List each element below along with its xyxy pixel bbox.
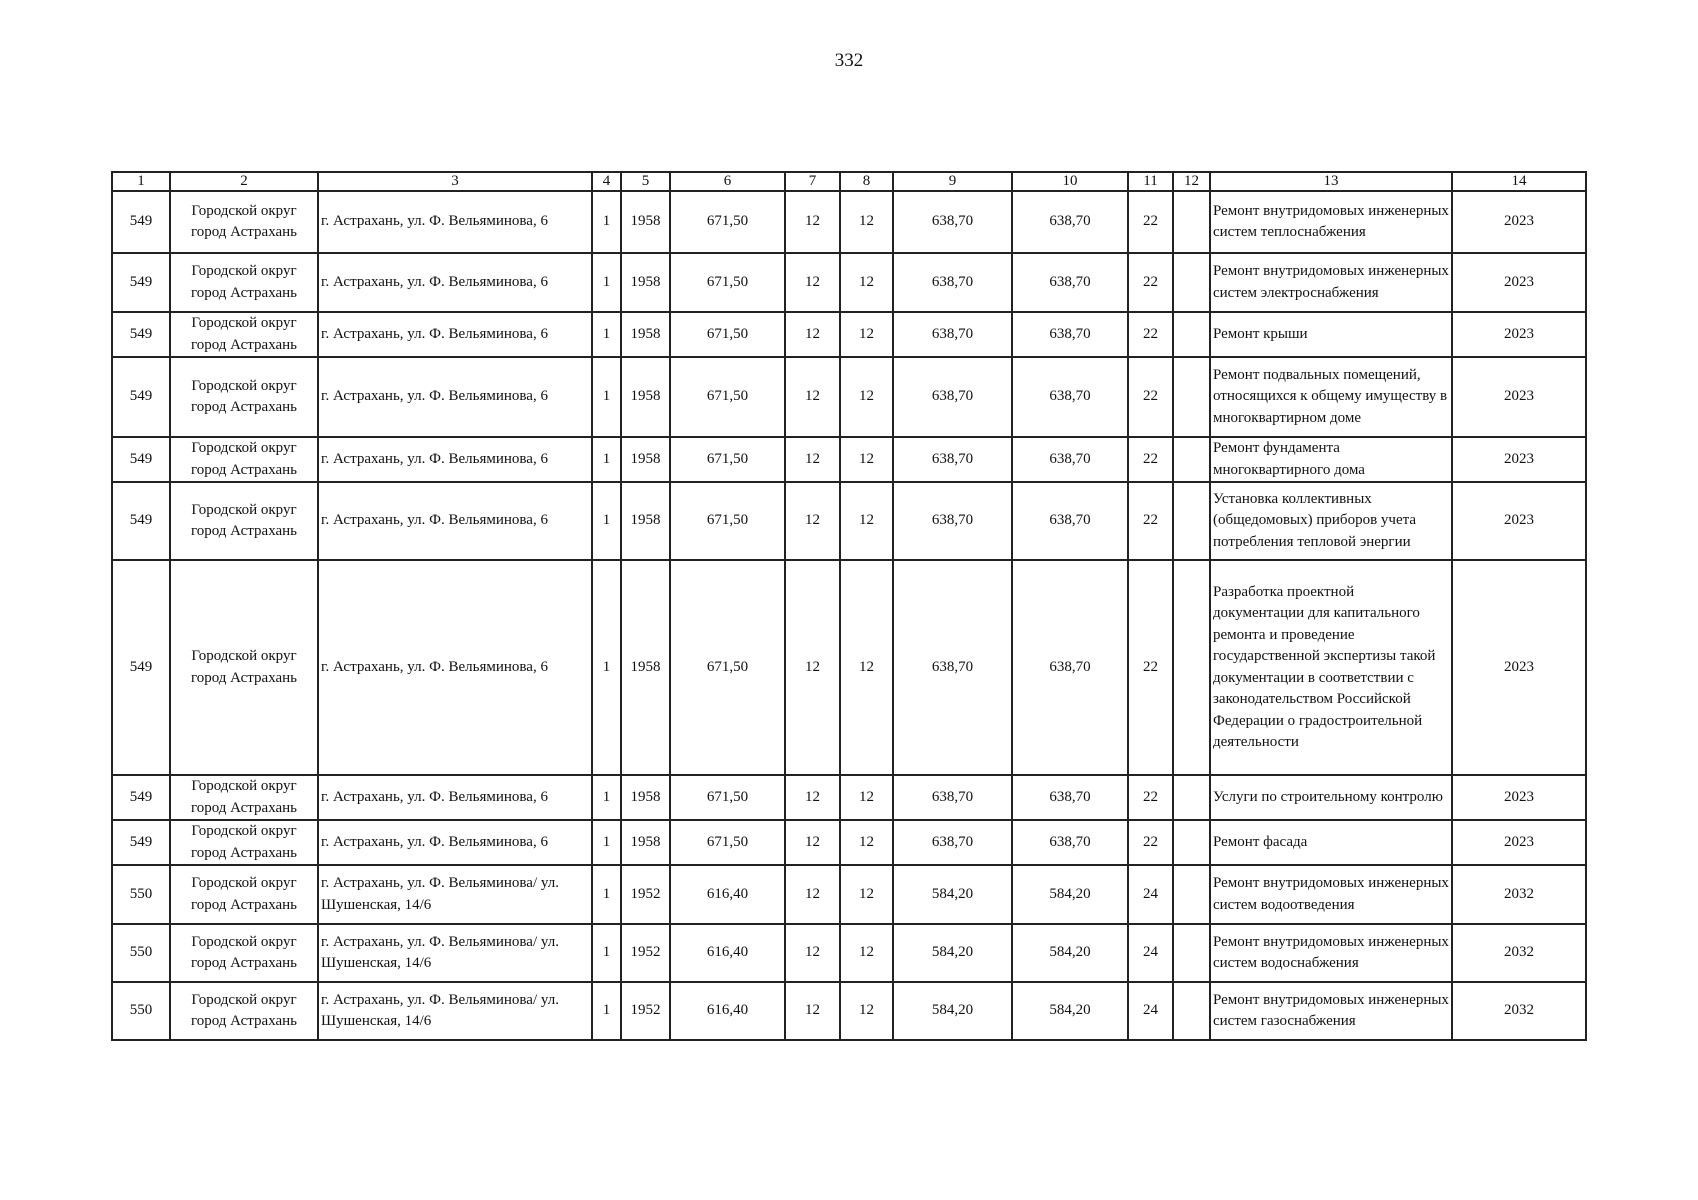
cell-address: г. Астрахань, ул. Ф. Вельяминова, 6	[318, 191, 592, 253]
cell-residents-count: 22	[1128, 560, 1173, 775]
capital-repair-table	[111, 171, 1587, 1041]
cell-total-area: 671,50	[670, 820, 785, 865]
cell-year-built: 1958	[621, 820, 670, 865]
cell-repair-type: Ремонт крыши	[1210, 312, 1452, 357]
cell-area-value-b: 584,20	[1012, 982, 1128, 1040]
table-row	[112, 191, 1586, 253]
cell-year-built: 1958	[621, 312, 670, 357]
cell-col-7-value: 12	[785, 865, 840, 924]
cell-col-7-value: 12	[785, 775, 840, 820]
cell-planned-year: 2032	[1452, 865, 1586, 924]
table-row	[112, 482, 1586, 560]
cell-repair-type: Установка коллективных (общедомовых) приборов учета потребления тепловой энергии	[1210, 482, 1452, 560]
cell-municipality: Городской округ город Астрахань	[170, 775, 318, 820]
cell-municipality: Городской округ город Астрахань	[170, 865, 318, 924]
column-header: 7	[785, 172, 840, 191]
cell-address: г. Астрахань, ул. Ф. Вельяминова, 6	[318, 312, 592, 357]
cell-area-value-b: 638,70	[1012, 253, 1128, 312]
cell-year-built: 1952	[621, 924, 670, 982]
cell-address: г. Астрахань, ул. Ф. Вельяминова, 6	[318, 560, 592, 775]
column-header: 1	[112, 172, 170, 191]
cell-residents-count: 24	[1128, 924, 1173, 982]
column-header: 9	[893, 172, 1012, 191]
cell-col-8-value: 12	[840, 312, 893, 357]
cell-area-value-a: 638,70	[893, 437, 1012, 482]
cell-area-value-b: 638,70	[1012, 312, 1128, 357]
cell-col-8-value: 12	[840, 253, 893, 312]
cell-col-12-value	[1173, 482, 1210, 560]
cell-address: г. Астрахань, ул. Ф. Вельяминова/ ул. Шушенская, 14/6	[318, 865, 592, 924]
cell-area-value-a: 638,70	[893, 482, 1012, 560]
cell-planned-year: 2032	[1452, 982, 1586, 1040]
cell-municipality: Городской округ город Астрахань	[170, 191, 318, 253]
cell-area-value-a: 638,70	[893, 253, 1012, 312]
cell-row-number: 549	[112, 560, 170, 775]
cell-municipality: Городской округ город Астрахань	[170, 482, 318, 560]
cell-year-built: 1958	[621, 482, 670, 560]
cell-col-4-value: 1	[592, 253, 621, 312]
column-header: 14	[1452, 172, 1586, 191]
cell-col-4-value: 1	[592, 982, 621, 1040]
cell-col-7-value: 12	[785, 357, 840, 437]
cell-residents-count: 22	[1128, 312, 1173, 357]
cell-municipality: Городской округ город Астрахань	[170, 924, 318, 982]
cell-residents-count: 24	[1128, 982, 1173, 1040]
cell-planned-year: 2023	[1452, 560, 1586, 775]
cell-col-12-value	[1173, 560, 1210, 775]
cell-address: г. Астрахань, ул. Ф. Вельяминова, 6	[318, 482, 592, 560]
cell-col-12-value	[1173, 312, 1210, 357]
cell-residents-count: 22	[1128, 482, 1173, 560]
cell-col-12-value	[1173, 253, 1210, 312]
cell-residents-count: 24	[1128, 865, 1173, 924]
cell-year-built: 1958	[621, 560, 670, 775]
cell-col-4-value: 1	[592, 357, 621, 437]
cell-total-area: 671,50	[670, 560, 785, 775]
cell-year-built: 1952	[621, 982, 670, 1040]
cell-planned-year: 2023	[1452, 357, 1586, 437]
cell-address: г. Астрахань, ул. Ф. Вельяминова, 6	[318, 437, 592, 482]
table-row	[112, 820, 1586, 865]
table-row	[112, 357, 1586, 437]
cell-col-7-value: 12	[785, 982, 840, 1040]
cell-address: г. Астрахань, ул. Ф. Вельяминова/ ул. Шушенская, 14/6	[318, 924, 592, 982]
cell-address: г. Астрахань, ул. Ф. Вельяминова, 6	[318, 775, 592, 820]
cell-col-8-value: 12	[840, 482, 893, 560]
column-header: 13	[1210, 172, 1452, 191]
cell-total-area: 671,50	[670, 191, 785, 253]
cell-year-built: 1958	[621, 253, 670, 312]
cell-col-8-value: 12	[840, 191, 893, 253]
cell-residents-count: 22	[1128, 357, 1173, 437]
cell-area-value-b: 584,20	[1012, 865, 1128, 924]
cell-col-4-value: 1	[592, 560, 621, 775]
cell-residents-count: 22	[1128, 253, 1173, 312]
table-row	[112, 982, 1586, 1040]
cell-total-area: 671,50	[670, 357, 785, 437]
table-row	[112, 865, 1586, 924]
cell-planned-year: 2023	[1452, 437, 1586, 482]
cell-municipality: Городской округ город Астрахань	[170, 312, 318, 357]
cell-row-number: 550	[112, 982, 170, 1040]
cell-address: г. Астрахань, ул. Ф. Вельяминова/ ул. Шушенская, 14/6	[318, 982, 592, 1040]
cell-col-7-value: 12	[785, 437, 840, 482]
cell-repair-type: Ремонт фундамента многоквартирного дома	[1210, 437, 1452, 482]
cell-area-value-b: 638,70	[1012, 191, 1128, 253]
cell-col-12-value	[1173, 982, 1210, 1040]
column-header: 5	[621, 172, 670, 191]
cell-residents-count: 22	[1128, 775, 1173, 820]
cell-col-12-value	[1173, 775, 1210, 820]
cell-row-number: 549	[112, 312, 170, 357]
cell-col-12-value	[1173, 191, 1210, 253]
cell-area-value-b: 638,70	[1012, 357, 1128, 437]
cell-col-4-value: 1	[592, 924, 621, 982]
cell-col-8-value: 12	[840, 865, 893, 924]
cell-year-built: 1958	[621, 191, 670, 253]
cell-col-4-value: 1	[592, 775, 621, 820]
cell-col-7-value: 12	[785, 191, 840, 253]
column-header: 4	[592, 172, 621, 191]
cell-municipality: Городской округ город Астрахань	[170, 982, 318, 1040]
cell-total-area: 671,50	[670, 775, 785, 820]
cell-row-number: 550	[112, 865, 170, 924]
cell-municipality: Городской округ город Астрахань	[170, 820, 318, 865]
cell-col-12-value	[1173, 820, 1210, 865]
cell-row-number: 549	[112, 820, 170, 865]
cell-col-8-value: 12	[840, 924, 893, 982]
column-header: 2	[170, 172, 318, 191]
cell-col-8-value: 12	[840, 775, 893, 820]
cell-col-7-value: 12	[785, 924, 840, 982]
cell-planned-year: 2023	[1452, 253, 1586, 312]
page-number: 332	[834, 50, 864, 71]
cell-area-value-b: 638,70	[1012, 820, 1128, 865]
table-row	[112, 253, 1586, 312]
cell-repair-type: Услуги по строительному контролю	[1210, 775, 1452, 820]
column-header: 10	[1012, 172, 1128, 191]
cell-total-area: 616,40	[670, 865, 785, 924]
cell-col-4-value: 1	[592, 820, 621, 865]
cell-repair-type: Ремонт внутридомовых инженерных систем газоснабжения	[1210, 982, 1452, 1040]
cell-area-value-a: 584,20	[893, 924, 1012, 982]
cell-col-4-value: 1	[592, 437, 621, 482]
cell-col-7-value: 12	[785, 482, 840, 560]
cell-area-value-a: 584,20	[893, 865, 1012, 924]
cell-row-number: 549	[112, 482, 170, 560]
cell-area-value-b: 638,70	[1012, 775, 1128, 820]
cell-address: г. Астрахань, ул. Ф. Вельяминова, 6	[318, 357, 592, 437]
cell-planned-year: 2023	[1452, 820, 1586, 865]
table-row	[112, 437, 1586, 482]
cell-col-12-value	[1173, 865, 1210, 924]
cell-residents-count: 22	[1128, 820, 1173, 865]
cell-area-value-b: 638,70	[1012, 482, 1128, 560]
cell-area-value-a: 584,20	[893, 982, 1012, 1040]
cell-total-area: 671,50	[670, 253, 785, 312]
cell-row-number: 549	[112, 357, 170, 437]
cell-area-value-a: 638,70	[893, 357, 1012, 437]
cell-col-7-value: 12	[785, 820, 840, 865]
cell-col-8-value: 12	[840, 357, 893, 437]
cell-municipality: Городской округ город Астрахань	[170, 560, 318, 775]
cell-col-8-value: 12	[840, 437, 893, 482]
cell-row-number: 550	[112, 924, 170, 982]
cell-total-area: 616,40	[670, 924, 785, 982]
cell-row-number: 549	[112, 253, 170, 312]
column-header: 3	[318, 172, 592, 191]
cell-total-area: 671,50	[670, 482, 785, 560]
column-header: 8	[840, 172, 893, 191]
cell-area-value-a: 638,70	[893, 312, 1012, 357]
cell-year-built: 1958	[621, 437, 670, 482]
table-row	[112, 775, 1586, 820]
cell-year-built: 1952	[621, 865, 670, 924]
cell-planned-year: 2023	[1452, 191, 1586, 253]
cell-area-value-a: 638,70	[893, 191, 1012, 253]
cell-residents-count: 22	[1128, 437, 1173, 482]
cell-col-8-value: 12	[840, 560, 893, 775]
cell-col-4-value: 1	[592, 482, 621, 560]
cell-municipality: Городской округ город Астрахань	[170, 437, 318, 482]
cell-col-7-value: 12	[785, 312, 840, 357]
cell-col-7-value: 12	[785, 253, 840, 312]
cell-area-value-b: 638,70	[1012, 437, 1128, 482]
cell-row-number: 549	[112, 191, 170, 253]
cell-planned-year: 2023	[1452, 482, 1586, 560]
cell-col-8-value: 12	[840, 820, 893, 865]
table-row	[112, 924, 1586, 982]
cell-area-value-a: 638,70	[893, 820, 1012, 865]
cell-col-12-value	[1173, 357, 1210, 437]
column-number-row	[112, 172, 1586, 191]
cell-col-4-value: 1	[592, 191, 621, 253]
cell-total-area: 671,50	[670, 312, 785, 357]
cell-address: г. Астрахань, ул. Ф. Вельяминова, 6	[318, 253, 592, 312]
cell-area-value-b: 638,70	[1012, 560, 1128, 775]
cell-col-4-value: 1	[592, 312, 621, 357]
cell-repair-type: Ремонт внутридомовых инженерных систем водоотведения	[1210, 865, 1452, 924]
cell-col-12-value	[1173, 924, 1210, 982]
cell-municipality: Городской округ город Астрахань	[170, 253, 318, 312]
cell-col-7-value: 12	[785, 560, 840, 775]
table-row	[112, 560, 1586, 775]
cell-planned-year: 2023	[1452, 775, 1586, 820]
cell-repair-type: Ремонт подвальных помещений, относящихся к общему имуществу в многоквартирном доме	[1210, 357, 1452, 437]
table-row	[112, 312, 1586, 357]
cell-area-value-b: 584,20	[1012, 924, 1128, 982]
cell-planned-year: 2023	[1452, 312, 1586, 357]
cell-repair-type: Ремонт внутридомовых инженерных систем теплоснабжения	[1210, 191, 1452, 253]
cell-col-12-value	[1173, 437, 1210, 482]
cell-year-built: 1958	[621, 775, 670, 820]
cell-municipality: Городской округ город Астрахань	[170, 357, 318, 437]
cell-repair-type: Ремонт внутридомовых инженерных систем водоснабжения	[1210, 924, 1452, 982]
cell-area-value-a: 638,70	[893, 775, 1012, 820]
cell-year-built: 1958	[621, 357, 670, 437]
cell-total-area: 671,50	[670, 437, 785, 482]
column-header: 12	[1173, 172, 1210, 191]
cell-planned-year: 2032	[1452, 924, 1586, 982]
cell-row-number: 549	[112, 437, 170, 482]
cell-repair-type: Ремонт фасада	[1210, 820, 1452, 865]
cell-total-area: 616,40	[670, 982, 785, 1040]
cell-residents-count: 22	[1128, 191, 1173, 253]
cell-area-value-a: 638,70	[893, 560, 1012, 775]
cell-repair-type: Ремонт внутридомовых инженерных систем электроснабжения	[1210, 253, 1452, 312]
column-header: 11	[1128, 172, 1173, 191]
cell-col-4-value: 1	[592, 865, 621, 924]
cell-col-8-value: 12	[840, 982, 893, 1040]
cell-address: г. Астрахань, ул. Ф. Вельяминова, 6	[318, 820, 592, 865]
column-header: 6	[670, 172, 785, 191]
cell-row-number: 549	[112, 775, 170, 820]
cell-repair-type: Разработка проектной документации для капитального ремонта и проведение государственной экспертизы такой документации в соответствии с законодательством Российской Федерации о градостроительной деятельности	[1210, 560, 1452, 775]
